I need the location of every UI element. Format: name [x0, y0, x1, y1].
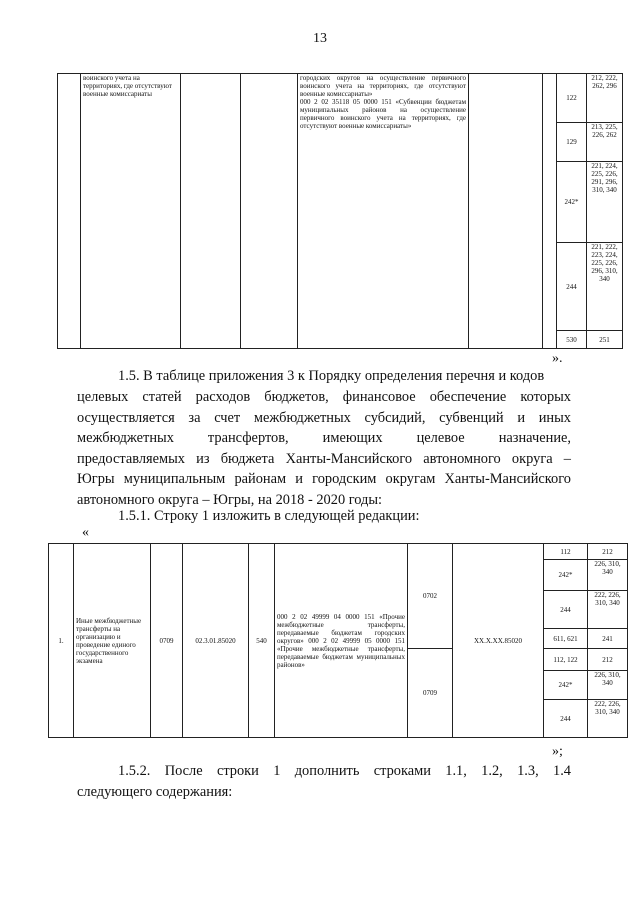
- table1-row-code: 242*: [557, 162, 587, 243]
- paragraph-1-5-2-line: 1.5.2. После строки 1 дополнить строками 1.1, 1.2, 1.3, 1.4: [118, 763, 571, 779]
- paragraph-1-5-line: осуществляется за счет межбюджетных субсидий, субвенций и иных: [77, 409, 571, 426]
- table2-kvr: 540: [249, 544, 275, 738]
- table2-row-values: 212: [588, 649, 628, 671]
- table1-row-code: 129: [557, 123, 587, 162]
- paragraph-1-5-1: 1.5.1. Строку 1 изложить в следующей редакции:: [118, 508, 420, 524]
- paragraph-1-5-line: целевых статей расходов бюджетов, финансовое обеспечение которых: [77, 389, 571, 405]
- page-number: 13: [313, 31, 327, 46]
- table2-row-code: 242*: [544, 671, 588, 700]
- table2-row-values: 226, 310, 340: [588, 671, 628, 700]
- table2-row-values: 241: [588, 629, 628, 649]
- table1-income-text-1: городских округов на осуществление первичного воинского учета на территориях, где отсутствуют военные комиссариаты»: [300, 74, 466, 98]
- table1-col1-text: воинского учета на территориях, где отсутствуют военные комиссариаты: [81, 74, 181, 349]
- table1-row-code: 530: [557, 331, 587, 349]
- table2-row-values: 222, 226, 310, 340: [588, 700, 628, 738]
- table2-row-code: 611, 621: [544, 629, 588, 649]
- table1-income-text-2: 000 2 02 35118 05 0000 151 «Субвенции бюджетам муниципальных районов на осуществление первичного воинского учета на территориях, где отсутствуют военные комиссариаты»: [300, 98, 466, 130]
- table2-row-code: 244: [544, 591, 588, 629]
- table2-row-code: 112: [544, 544, 588, 560]
- table2-name: Иные межбюджетные трансферты на организацию и проведение единого государственного экзамена: [74, 544, 151, 738]
- table1-income-cell: [298, 74, 469, 349]
- table2-sub-section: 0709: [408, 649, 453, 738]
- table2-sub-section: 0702: [408, 544, 453, 649]
- table2-row-values: 222, 226, 310, 340: [588, 591, 628, 629]
- table1-row-values: 212, 222, 262, 296: [587, 74, 623, 123]
- table2-row-values: 212: [588, 544, 628, 560]
- paragraph-1-5-line: межбюджетных трансфертов, имеющих целевое назначение,: [77, 430, 571, 446]
- opening-quote: «: [82, 525, 89, 540]
- table2-section: 0709: [151, 544, 183, 738]
- table1-row-values: 251: [587, 331, 623, 349]
- table2-row-code: 244: [544, 700, 588, 738]
- paragraph-1-5-line: Югры муниципальным районам и городским округам Ханты-Мансийского: [77, 471, 571, 487]
- closing-quote: »;: [552, 744, 563, 759]
- paragraph-1-5-line: предоставляемых из бюджета Ханты-Мансийского автономного округа –: [77, 450, 571, 467]
- table2-target-code: 02.3.01.85020: [183, 544, 249, 738]
- table2-local-target: ХХ.Х.ХХ.85020: [453, 544, 544, 738]
- paragraph-1-5-line: автономного округа – Югры, на 2018 - 2020 годы:: [77, 491, 383, 508]
- paragraph-1-5-2-line: следующего содержания:: [77, 783, 233, 800]
- table1-row-code: 122: [557, 74, 587, 123]
- table2-row-code: 242*: [544, 560, 588, 591]
- table2-row-code: 112, 122: [544, 649, 588, 671]
- table2-income-code: 000 2 02 49999 04 0000 151 «Прочие межбюджетные трансферты, передаваемые бюджетам городских округов» 000 2 02 49999 05 0000 151 «Прочие межбюджетные трансферты, передаваемые бюджетам муниципальных районов»: [275, 544, 408, 738]
- table2-row-values: 226, 310, 340: [588, 560, 628, 591]
- closing-quote: ».: [552, 351, 563, 366]
- paragraph-1-5-2: [77, 761, 571, 802]
- paragraph-1-5-body: [77, 387, 571, 510]
- table1-row-values: 213, 225, 226, 262: [587, 123, 623, 162]
- table2-row-number: 1.: [49, 544, 74, 738]
- table1-row-values: 221, 224, 225, 226, 291, 296, 310, 340: [587, 162, 623, 243]
- row-1-table: [48, 543, 628, 738]
- table1-row-code: 244: [557, 243, 587, 331]
- continuation-table: [57, 73, 623, 349]
- paragraph-1-5-line: 1.5. В таблице приложения 3 к Порядку определения перечня и кодов: [118, 368, 545, 384]
- table1-row-values: 221, 222, 223, 224, 225, 226, 296, 310, 340: [587, 243, 623, 331]
